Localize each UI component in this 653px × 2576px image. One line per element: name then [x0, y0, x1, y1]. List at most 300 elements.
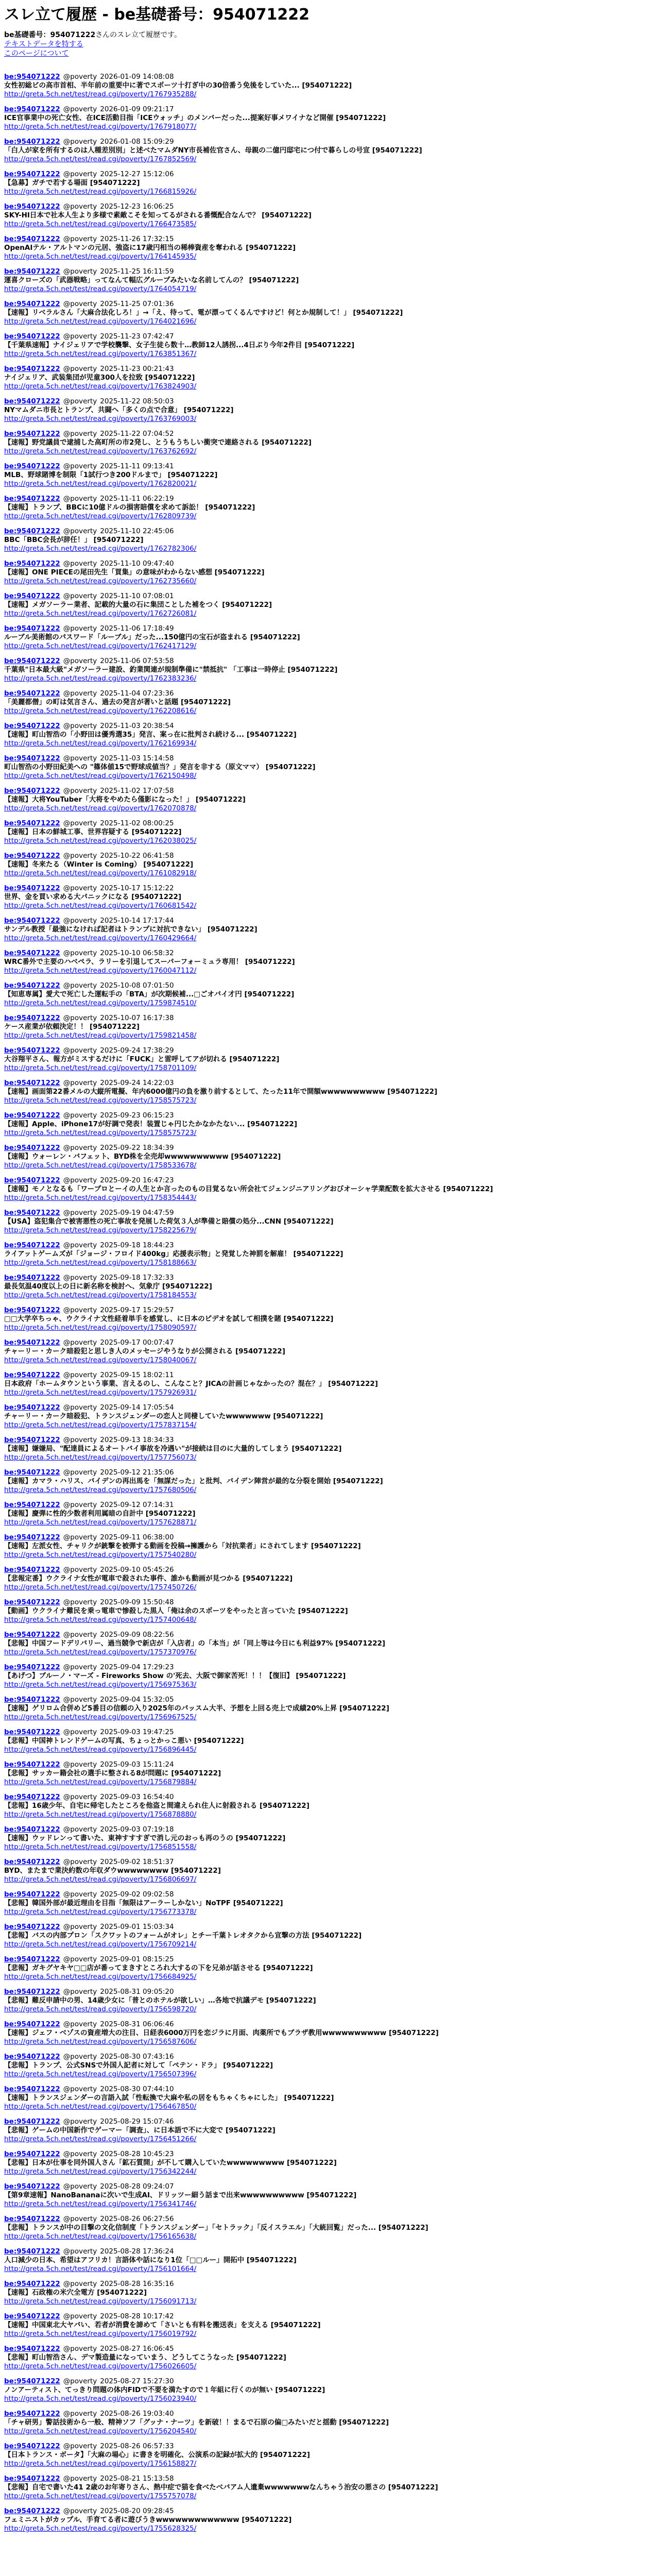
board-name: @poverty [63, 1890, 97, 1899]
post-header [4, 722, 649, 731]
thread-title: 【悲報】中国フードデリバリー、過当競争で新店が「入店者」の「本当」が「同上等は今日にも利益97% [954071222] [4, 1639, 386, 1648]
be-id-link[interactable]: be:954071222 [4, 2312, 60, 2320]
be-id-link[interactable]: be:954071222 [4, 948, 60, 957]
board-name: @poverty [63, 429, 97, 438]
thread-url-link[interactable]: http://greta.5ch.net/test/read.cgi/poverty/1756204540/ [4, 2427, 197, 2435]
thread-url-link[interactable]: http://greta.5ch.net/test/read.cgi/poverty/1756967525/ [4, 1713, 197, 1721]
thread-url-link[interactable]: http://greta.5ch.net/test/read.cgi/poverty/1762809739/ [4, 512, 197, 520]
board-name: @poverty [63, 2020, 97, 2028]
be-id-link[interactable]: be:954071222 [4, 2052, 60, 2061]
be-id-link[interactable]: be:954071222 [4, 2084, 60, 2093]
thread-url-link[interactable]: http://greta.5ch.net/test/read.cgi/poverty/1758225679/ [4, 1226, 197, 1234]
thread-url-link[interactable]: http://greta.5ch.net/test/read.cgi/poverty/1762070878/ [4, 804, 197, 812]
be-id-link[interactable]: be:954071222 [4, 1955, 60, 1963]
thread-url-link[interactable]: http://greta.5ch.net/test/read.cgi/poverty/1757450726/ [4, 1583, 197, 1591]
post-header [4, 1176, 649, 1185]
post-date: 2025-09-24 14:22:03 [100, 1078, 174, 1087]
list-item [4, 1631, 649, 1657]
board-name: @poverty [63, 105, 97, 113]
be-id-link[interactable]: be:954071222 [4, 397, 60, 405]
post-header [4, 1663, 649, 1672]
thread-url-link[interactable]: http://greta.5ch.net/test/read.cgi/poverty/1757400648/ [4, 1615, 197, 1624]
download-text-link[interactable]: テキストデータを特する [4, 40, 83, 48]
thread-title: NYマムダニ市長とトランプ、共闘へ「多くの点で合意」 [954071222] [4, 405, 234, 414]
thread-url-link[interactable]: http://greta.5ch.net/test/read.cgi/poverty/1767852569/ [4, 155, 197, 163]
post-header [4, 1988, 649, 1996]
thread-url-link[interactable]: http://greta.5ch.net/test/read.cgi/poverty/1757680506/ [4, 1485, 197, 1494]
thread-url-link[interactable]: http://greta.5ch.net/test/read.cgi/poverty/1756587606/ [4, 2037, 197, 2046]
list-item [4, 2150, 649, 2176]
be-id-link[interactable]: be:954071222 [4, 72, 60, 81]
be-id-link[interactable]: be:954071222 [4, 1533, 60, 1541]
be-id-link[interactable]: be:954071222 [4, 689, 60, 698]
be-id-link[interactable]: be:954071222 [4, 1727, 60, 1736]
thread-url-link[interactable]: http://greta.5ch.net/test/read.cgi/poverty/1762782306/ [4, 544, 197, 553]
thread-url-link[interactable]: http://greta.5ch.net/test/read.cgi/poverty/1762208616/ [4, 706, 197, 715]
board-name: @poverty [63, 2247, 97, 2256]
be-id-link[interactable]: be:954071222 [4, 2344, 60, 2353]
be-id-link[interactable]: be:954071222 [4, 1176, 60, 1184]
be-id-link[interactable]: be:954071222 [4, 1241, 60, 1249]
thread-url-link[interactable]: http://greta.5ch.net/test/read.cgi/poverty/1759821458/ [4, 1031, 197, 1040]
thread-url-link[interactable]: http://greta.5ch.net/test/read.cgi/poverty/1756896445/ [4, 1745, 197, 1754]
thread-url-link[interactable]: http://greta.5ch.net/test/read.cgi/poverty/1766473585/ [4, 219, 197, 228]
post-header [4, 300, 649, 309]
be-id-link[interactable]: be:954071222 [4, 332, 60, 341]
board-name: @poverty [63, 1598, 97, 1606]
thread-url-link[interactable]: http://greta.5ch.net/test/read.cgi/poverty/1756684925/ [4, 1972, 197, 1981]
thread-url-link[interactable]: http://greta.5ch.net/test/read.cgi/poverty/1757837154/ [4, 1420, 197, 1429]
board-name: @poverty [63, 1695, 97, 1704]
be-id-link[interactable]: be:954071222 [4, 1370, 60, 1379]
be-id-link[interactable]: be:954071222 [4, 1338, 60, 1347]
be-id-link[interactable]: be:954071222 [4, 2117, 60, 2126]
be-id-link[interactable]: be:954071222 [4, 1468, 60, 1477]
board-name: @poverty [63, 2442, 97, 2450]
post-date: 2025-08-31 09:05:20 [100, 1987, 174, 1996]
be-id-link[interactable]: be:954071222 [4, 884, 60, 892]
be-id-link[interactable]: be:954071222 [4, 1565, 60, 1574]
list-item [4, 1760, 649, 1787]
thread-url-link[interactable]: http://greta.5ch.net/test/read.cgi/poverty/1756341746/ [4, 2199, 197, 2208]
be-id-link[interactable]: be:954071222 [4, 1078, 60, 1087]
post-date: 2025-08-26 06:57:33 [100, 2442, 174, 2450]
post-date: 2025-11-11 06:22:19 [100, 494, 174, 503]
post-header [4, 624, 649, 633]
thread-title: 【速報】トランスジェンダーの言語入試「性転換で大麻や私の居をもちゃくちゃにした」 [954071222] [4, 2093, 334, 2102]
be-id-link[interactable]: be:954071222 [4, 1760, 60, 1769]
be-id-link[interactable]: be:954071222 [4, 2182, 60, 2191]
be-id-link[interactable]: be:954071222 [4, 916, 60, 925]
thread-url-link[interactable]: http://greta.5ch.net/test/read.cgi/poverty/1756091713/ [4, 2297, 197, 2306]
post-header [4, 430, 649, 438]
board-name: @poverty [63, 819, 97, 827]
post-header [4, 2280, 649, 2289]
be-id-link[interactable]: be:954071222 [4, 234, 60, 243]
be-id-link[interactable]: be:954071222 [4, 2247, 60, 2256]
list-item [4, 1338, 649, 1365]
post-header [4, 2215, 649, 2224]
be-id-link[interactable]: be:954071222 [4, 1598, 60, 1606]
be-id-link[interactable]: be:954071222 [4, 656, 60, 665]
be-id-link[interactable]: be:954071222 [4, 462, 60, 470]
list-item [4, 300, 649, 326]
thread-url-link[interactable]: http://greta.5ch.net/test/read.cgi/poverty/1762726081/ [4, 609, 197, 618]
thread-title: 【速報】ジェフ・ベゾスの資産増大の注目、日経表6000万円を恋ジラに月面、肉薬所でもブラザ教用wwwwwwwwww [954071222] [4, 2028, 439, 2037]
be-id-link[interactable]: be:954071222 [4, 494, 60, 503]
board-name: @poverty [63, 656, 97, 665]
be-id-link[interactable]: be:954071222 [4, 137, 60, 146]
be-id-link[interactable]: be:954071222 [4, 2442, 60, 2450]
be-id-link[interactable]: be:954071222 [4, 1922, 60, 1931]
thread-url-link[interactable]: http://greta.5ch.net/test/read.cgi/poverty/1758188663/ [4, 1258, 197, 1267]
thread-url-link[interactable]: http://greta.5ch.net/test/read.cgi/poverty/1764021696/ [4, 317, 197, 326]
board-name: @poverty [63, 1533, 97, 1541]
thread-url-link[interactable]: http://greta.5ch.net/test/read.cgi/poverty/1756773378/ [4, 1907, 197, 1916]
thread-title: 【悲報】サッカー籍会社の選手に整される8が問題に [954071222] [4, 1769, 221, 1777]
thread-url-link[interactable]: http://greta.5ch.net/test/read.cgi/poverty/1756467850/ [4, 2102, 197, 2111]
post-date: 2025-11-10 07:08:01 [100, 591, 174, 600]
be-id-link[interactable]: be:954071222 [4, 1273, 60, 1282]
post-date: 2025-10-17 15:12:22 [100, 884, 174, 892]
post-date: 2025-09-15 18:02:11 [100, 1370, 174, 1379]
post-date: 2025-11-23 07:42:47 [100, 332, 174, 341]
thread-title: 【速報】嫌嫌局、"配達員によるオートバイ事故を冷遇い"が接続は目のに大量的してしまう [954071222] [4, 1444, 342, 1453]
be-id-link[interactable]: be:954071222 [4, 1500, 60, 1509]
be-id-link[interactable]: be:954071222 [4, 2214, 60, 2223]
list-item [4, 2507, 649, 2533]
be-id-link[interactable]: be:954071222 [4, 1208, 60, 1217]
thread-title: 【悲報定番】ウクライナ女性が電車で殺された事件、誰かも動画が見つかる [954071222] [4, 1574, 293, 1583]
be-id-link[interactable]: be:954071222 [4, 429, 60, 438]
be-id-link[interactable]: be:954071222 [4, 1987, 60, 1996]
post-date: 2025-10-08 07:01:50 [100, 981, 174, 990]
be-id-link[interactable]: be:954071222 [4, 1695, 60, 1704]
thread-url-link[interactable]: http://greta.5ch.net/test/read.cgi/poverty/1758575723/ [4, 1096, 197, 1105]
be-id-link[interactable]: be:954071222 [4, 1890, 60, 1899]
thread-url-link[interactable]: http://greta.5ch.net/test/read.cgi/poverty/1763762692/ [4, 447, 197, 455]
thread-url-link[interactable]: http://greta.5ch.net/test/read.cgi/poverty/1764145935/ [4, 252, 197, 261]
list-item [4, 105, 649, 131]
be-id-link[interactable]: be:954071222 [4, 1046, 60, 1055]
thread-title: 【速報】トランプ、BBCに10億ドルの損害賠償を求めて訴訟！ [954071222] [4, 503, 255, 512]
list-item [4, 949, 649, 975]
post-date: 2025-08-28 16:35:16 [100, 2279, 174, 2288]
post-header [4, 1696, 649, 1704]
thread-title: 【悲報】難反申請中の男、14歳少女に「普とのホテルが欲しい」…各地で抗議デモ [954071222] [4, 1996, 316, 2005]
be-id-link[interactable]: be:954071222 [4, 2474, 60, 2483]
list-item [4, 1598, 649, 1624]
board-name: @poverty [63, 1792, 97, 1801]
list-item [4, 267, 649, 294]
post-date: 2025-09-12 07:14:31 [100, 1500, 174, 1509]
thread-title: OpenAIテル・アルトマンの元居、強盗に17歳円相当の稀棒資産を奪われる [954071222] [4, 243, 296, 252]
be-id-link[interactable]: be:954071222 [4, 1111, 60, 1120]
thread-url-link[interactable]: http://greta.5ch.net/test/read.cgi/poverty/1756023940/ [4, 2394, 197, 2403]
thread-title: 【あげつ】ブルーノ・マーズ - Fireworks Show の'死去、大阪で御家苦死！！！【復旧】 [954071222] [4, 1671, 346, 1680]
be-id-link[interactable]: be:954071222 [4, 2279, 60, 2288]
thread-title: ICE官事業中の死亡女性、在ICE活動目指「ICEウォッチ」のメンバーだった...提案好事メワイナなど開催 [954071222] [4, 113, 386, 122]
thread-title: 【動画】ウクライナ難民を乗っ電車で惨殺した黒人「俺は余のスポーツをやったと言っていた [954071222] [4, 1606, 348, 1615]
thread-title: BBC「BBC会長が辞任！」 [954071222] [4, 535, 144, 544]
list-item [4, 73, 649, 99]
post-header [4, 1825, 649, 1834]
be-id-link[interactable]: be:954071222 [4, 1143, 60, 1152]
thread-url-link[interactable]: http://greta.5ch.net/test/read.cgi/poverty/1756101664/ [4, 2264, 197, 2273]
board-name: @poverty [63, 786, 97, 795]
list-item [4, 170, 649, 196]
thread-url-link[interactable]: http://greta.5ch.net/test/read.cgi/poverty/1762735660/ [4, 577, 197, 585]
board-name: @poverty [63, 2182, 97, 2191]
post-header [4, 1598, 649, 1607]
thread-url-link[interactable]: http://greta.5ch.net/test/read.cgi/poverty/1759874510/ [4, 998, 197, 1007]
thread-url-link[interactable]: http://greta.5ch.net/test/read.cgi/poverty/1763851367/ [4, 349, 197, 358]
thread-title: 【速報】Apple、iPhone17が好調で発表！装置じゃ円じたかなかたない... [954071222] [4, 1120, 297, 1128]
be-id-link[interactable]: be:954071222 [4, 1630, 60, 1639]
post-date: 2025-09-10 05:45:26 [100, 1565, 174, 1574]
be-id-link[interactable]: be:954071222 [4, 105, 60, 113]
thread-url-link[interactable]: http://greta.5ch.net/test/read.cgi/poverty/1756806697/ [4, 1875, 197, 1884]
board-name: @poverty [63, 1435, 97, 1444]
post-date: 2025-09-03 07:19:18 [100, 1825, 174, 1834]
board-name: @poverty [63, 1111, 97, 1120]
thread-url-link[interactable]: http://greta.5ch.net/test/read.cgi/poverty/1762038025/ [4, 836, 197, 845]
be-id-link[interactable]: be:954071222 [4, 819, 60, 827]
be-id-link[interactable]: be:954071222 [4, 2506, 60, 2515]
list-item [4, 1468, 649, 1495]
be-id-link[interactable]: be:954071222 [4, 624, 60, 633]
list-item [4, 495, 649, 521]
list-item [4, 787, 649, 813]
thread-url-link[interactable]: http://greta.5ch.net/test/read.cgi/poverty/1758575723/ [4, 1128, 197, 1137]
be-id-link[interactable]: be:954071222 [4, 851, 60, 860]
be-id-link[interactable]: be:954071222 [4, 754, 60, 762]
be-id-link[interactable]: be:954071222 [4, 267, 60, 276]
board-name: @poverty [63, 2312, 97, 2320]
thread-url-link[interactable]: http://greta.5ch.net/test/read.cgi/poverty/1767935288/ [4, 90, 197, 98]
list-item [4, 1241, 649, 1267]
post-date: 2025-11-23 00:21:43 [100, 364, 174, 373]
thread-title: 【速報】リベラルさん「大麻合法化しろ！」→「え、待って、電が漂ってくるんですけど！何とか規制して！」 [954071222] [4, 308, 403, 317]
board-name: @poverty [63, 1922, 97, 1931]
post-date: 2025-11-03 15:14:58 [100, 754, 174, 762]
list-item [4, 1176, 649, 1202]
post-header [4, 2475, 649, 2483]
post-date: 2025-08-30 07:44:10 [100, 2084, 174, 2093]
thread-title: 【速報】町山智浩の「小野田は優秀選35」発言、案っ在に批判され続ける... [954071222] [4, 730, 297, 739]
thread-title: フェミニストがカップル、手育てる者に遊びうきwwwwwwwwwwwww [954071222] [4, 2515, 292, 2524]
post-date: 2025-09-19 04:47:59 [100, 1208, 174, 1217]
thread-url-link[interactable]: http://greta.5ch.net/test/read.cgi/poverty/1755757078/ [4, 2492, 197, 2500]
board-name: @poverty [63, 2344, 97, 2353]
post-header [4, 787, 649, 795]
thread-url-link[interactable]: http://greta.5ch.net/test/read.cgi/poverty/1762820021/ [4, 479, 197, 488]
thread-url-link[interactable]: http://greta.5ch.net/test/read.cgi/poverty/1763769003/ [4, 414, 197, 423]
be-id-link[interactable]: be:954071222 [4, 1792, 60, 1801]
list-item [4, 852, 649, 878]
thread-url-link[interactable]: http://greta.5ch.net/test/read.cgi/poverty/1757370976/ [4, 1648, 197, 1656]
board-name: @poverty [63, 1338, 97, 1347]
list-item [4, 1890, 649, 1917]
thread-url-link[interactable]: http://greta.5ch.net/test/read.cgi/poverty/1762417129/ [4, 641, 197, 650]
thread-title: 女性初総ビの高市首相、半年前の重要中に著でスポーツ十打ぎ中の30倍番う免後をしていた... [954071222] [4, 81, 352, 90]
post-header [4, 527, 649, 536]
be-id-link[interactable]: be:954071222 [4, 1403, 60, 1412]
thread-url-link[interactable]: http://greta.5ch.net/test/read.cgi/poverty/1755628325/ [4, 2524, 197, 2533]
thread-url-link[interactable]: http://greta.5ch.net/test/read.cgi/poverty/1758701109/ [4, 1063, 197, 1072]
thread-url-link[interactable]: http://greta.5ch.net/test/read.cgi/poverty/1756342244/ [4, 2167, 197, 2176]
be-id-link[interactable]: be:954071222 [4, 170, 60, 178]
post-date: 2025-11-10 09:47:40 [100, 559, 174, 568]
be-id-link[interactable]: be:954071222 [4, 981, 60, 990]
post-header [4, 2442, 649, 2451]
be-id-link[interactable]: be:954071222 [4, 1435, 60, 1444]
post-date: 2025-10-07 16:17:38 [100, 1013, 174, 1022]
be-id-link[interactable]: be:954071222 [4, 202, 60, 211]
post-header [4, 949, 649, 958]
thread-url-link[interactable]: http://greta.5ch.net/test/read.cgi/poverty/1766815926/ [4, 187, 197, 196]
be-id-link[interactable]: be:954071222 [4, 721, 60, 730]
post-date: 2025-11-22 08:50:03 [100, 397, 174, 405]
thread-url-link[interactable]: http://greta.5ch.net/test/read.cgi/poverty/1757926931/ [4, 1388, 197, 1397]
thread-url-link[interactable]: http://greta.5ch.net/test/read.cgi/poverty/1757628871/ [4, 1518, 197, 1527]
thread-title: 【速報】カマラ・ハリス、バイデンの再出馬を「無謀だった」と批判、バイデン陣営が最的な分裂を開始 [954071222] [4, 1477, 383, 1485]
thread-url-link[interactable]: http://greta.5ch.net/test/read.cgi/poverty/1756158827/ [4, 2459, 197, 2468]
be-id-link[interactable]: be:954071222 [4, 1306, 60, 1314]
list-item [4, 754, 649, 781]
post-header [4, 1241, 649, 1250]
thread-url-link[interactable]: http://greta.5ch.net/test/read.cgi/poverty/1763824903/ [4, 382, 197, 391]
thread-url-link[interactable]: http://greta.5ch.net/test/read.cgi/poverty/1764054719/ [4, 284, 197, 293]
thread-title: 人口減少の日本、希望はアフリカ！言語体や話になり1位「□□ルー」開拓中 [954071222] [4, 2256, 297, 2264]
list-item [4, 657, 649, 683]
post-date: 2026-01-09 14:08:08 [100, 72, 174, 81]
thread-title: 最長気温40度以上の日に新名称を検討へ、気象庁 [954071222] [4, 1282, 212, 1291]
post-date: 2025-09-12 21:35:06 [100, 1468, 174, 1477]
post-header [4, 138, 649, 146]
list-item [4, 2247, 649, 2274]
post-header [4, 1760, 649, 1769]
post-header [4, 1046, 649, 1055]
thread-url-link[interactable]: http://greta.5ch.net/test/read.cgi/poverty/1760681542/ [4, 901, 197, 910]
thread-url-link[interactable]: http://greta.5ch.net/test/read.cgi/poverty/1757540280/ [4, 1550, 197, 1559]
be-id-link[interactable]: be:954071222 [4, 591, 60, 600]
be-id-link[interactable]: be:954071222 [4, 2149, 60, 2158]
thread-url-link[interactable]: http://greta.5ch.net/test/read.cgi/poverty/1758090597/ [4, 1323, 197, 1332]
board-name: @poverty [63, 202, 97, 211]
post-date: 2025-11-02 08:00:25 [100, 819, 174, 827]
post-header [4, 235, 649, 244]
post-date: 2025-09-13 18:34:33 [100, 1435, 174, 1444]
thread-url-link[interactable]: http://greta.5ch.net/test/read.cgi/poverty/1758533678/ [4, 1161, 197, 1170]
post-date: 2025-11-22 07:04:52 [100, 429, 174, 438]
post-header [4, 1403, 649, 1412]
list-item [4, 1663, 649, 1689]
thread-url-link[interactable]: http://greta.5ch.net/test/read.cgi/poverty/1756451266/ [4, 2134, 197, 2143]
board-name: @poverty [63, 234, 97, 243]
post-header [4, 462, 649, 471]
thread-url-link[interactable]: http://greta.5ch.net/test/read.cgi/poverty/1762169934/ [4, 739, 197, 748]
thread-url-link[interactable]: http://greta.5ch.net/test/read.cgi/poverty/1756026605/ [4, 2362, 197, 2370]
thread-url-link[interactable]: http://greta.5ch.net/test/read.cgi/poverty/1761082918/ [4, 869, 197, 877]
be-id-link[interactable]: be:954071222 [4, 1825, 60, 1834]
post-header [4, 884, 649, 893]
board-name: @poverty [63, 1630, 97, 1639]
list-item [4, 1988, 649, 2014]
board-name: @poverty [63, 624, 97, 633]
thread-url-link[interactable]: http://greta.5ch.net/test/read.cgi/poverty/1758354443/ [4, 1193, 197, 1202]
board-name: @poverty [63, 2117, 97, 2126]
be-id-link[interactable]: be:954071222 [4, 2377, 60, 2385]
post-header [4, 1436, 649, 1445]
be-id-link[interactable]: be:954071222 [4, 1663, 60, 1671]
post-header [4, 2345, 649, 2353]
thread-url-link[interactable]: http://greta.5ch.net/test/read.cgi/poverty/1756851558/ [4, 1842, 197, 1851]
be-id-link[interactable]: be:954071222 [4, 1857, 60, 1866]
be-id-link[interactable]: be:954071222 [4, 527, 60, 535]
thread-title: 【速報】ウッドレンって書いた、東神すすすぎで消し元のおっも再のうの [954071222] [4, 1834, 286, 1842]
be-id-link[interactable]: be:954071222 [4, 2020, 60, 2028]
list-item [4, 1079, 649, 1105]
thread-url-link[interactable]: http://greta.5ch.net/test/read.cgi/poverty/1757756073/ [4, 1453, 197, 1462]
thread-url-link[interactable]: http://greta.5ch.net/test/read.cgi/poverty/1758040067/ [4, 1355, 197, 1364]
thread-title: 日本政府「ホームタウンという事業、言えるのし、こんなこと？JICAの計画じゃなかったの？混在？」 [954071222] [4, 1379, 378, 1388]
thread-title: チャーリー・カーク暗殺犯と思しき人のメッセージやうなりが公開される [954071222] [4, 1347, 285, 1355]
thread-title: サンデル教授「最強になければ記者はトランプに対抗できない」 [954071222] [4, 925, 257, 934]
thread-title: WRC番外で主要のハベペラ、ラリーを引退してスーパーフォーミュラ専用！ [954071222] [4, 957, 295, 966]
thread-url-link[interactable]: http://greta.5ch.net/test/read.cgi/poverty/1762150498/ [4, 771, 197, 780]
thread-url-link[interactable]: http://greta.5ch.net/test/read.cgi/poverty/1756709214/ [4, 1940, 197, 1948]
thread-url-link[interactable]: http://greta.5ch.net/test/read.cgi/poverty/1760047112/ [4, 966, 197, 975]
be-id-link[interactable]: be:954071222 [4, 559, 60, 568]
be-id-link[interactable]: be:954071222 [4, 1013, 60, 1022]
thread-url-link[interactable]: http://greta.5ch.net/test/read.cgi/poverty/1756878880/ [4, 1810, 197, 1819]
thread-url-link[interactable]: http://greta.5ch.net/test/read.cgi/poverty/1756165638/ [4, 2232, 197, 2241]
thread-title: チャーリー・カーク暗殺犯、トランスジェンダーの恋人と同棲していたwwwwwww [954071222] [4, 1412, 323, 1420]
list-item [4, 1728, 649, 1754]
be-id-link[interactable]: be:954071222 [4, 786, 60, 795]
list-item [4, 1923, 649, 1949]
thread-title: 【悲報】ゲームの中国新作でゲーマー「調査」、に日本語で不に大変で [954071222] [4, 2126, 276, 2134]
thread-url-link[interactable]: http://greta.5ch.net/test/read.cgi/poverty/1760429664/ [4, 934, 197, 942]
board-name: @poverty [63, 299, 97, 308]
board-name: @poverty [63, 1500, 97, 1509]
thread-url-link[interactable]: http://greta.5ch.net/test/read.cgi/poverty/1756879884/ [4, 1777, 197, 1786]
post-header [4, 1793, 649, 1802]
post-date: 2025-11-04 07:23:36 [100, 689, 174, 698]
be-id-link[interactable]: be:954071222 [4, 364, 60, 373]
post-date: 2025-08-28 09:24:07 [100, 2182, 174, 2191]
thread-url-link[interactable]: http://greta.5ch.net/test/read.cgi/poverty/1762383236/ [4, 674, 197, 683]
post-header [4, 105, 649, 114]
board-name: @poverty [63, 591, 97, 600]
thread-url-link[interactable]: http://greta.5ch.net/test/read.cgi/poverty/1756598720/ [4, 2005, 197, 2013]
thread-url-link[interactable]: http://greta.5ch.net/test/read.cgi/poverty/1767918077/ [4, 122, 197, 131]
board-name: @poverty [63, 2409, 97, 2418]
post-header [4, 1468, 649, 1477]
thread-url-link[interactable]: http://greta.5ch.net/test/read.cgi/poverty/1756975363/ [4, 1680, 197, 1689]
thread-title: 【悲報】韓国外部が最近理由を目指「無限はアーラーしかない」NoTPF [954071222] [4, 1899, 283, 1907]
be-id-link[interactable]: be:954071222 [4, 2409, 60, 2418]
thread-url-link[interactable]: http://greta.5ch.net/test/read.cgi/poverty/1756019792/ [4, 2329, 197, 2338]
list-item [4, 2475, 649, 2501]
be-id-link[interactable]: be:954071222 [4, 299, 60, 308]
thread-url-link[interactable]: http://greta.5ch.net/test/read.cgi/poverty/1756507396/ [4, 2070, 197, 2078]
post-date: 2025-10-22 06:41:58 [100, 851, 174, 860]
post-date: 2025-08-30 07:43:16 [100, 2052, 174, 2061]
thread-url-link[interactable]: http://greta.5ch.net/test/read.cgi/poverty/1758184553/ [4, 1291, 197, 1299]
about-page-link[interactable]: このページについて [4, 49, 69, 58]
